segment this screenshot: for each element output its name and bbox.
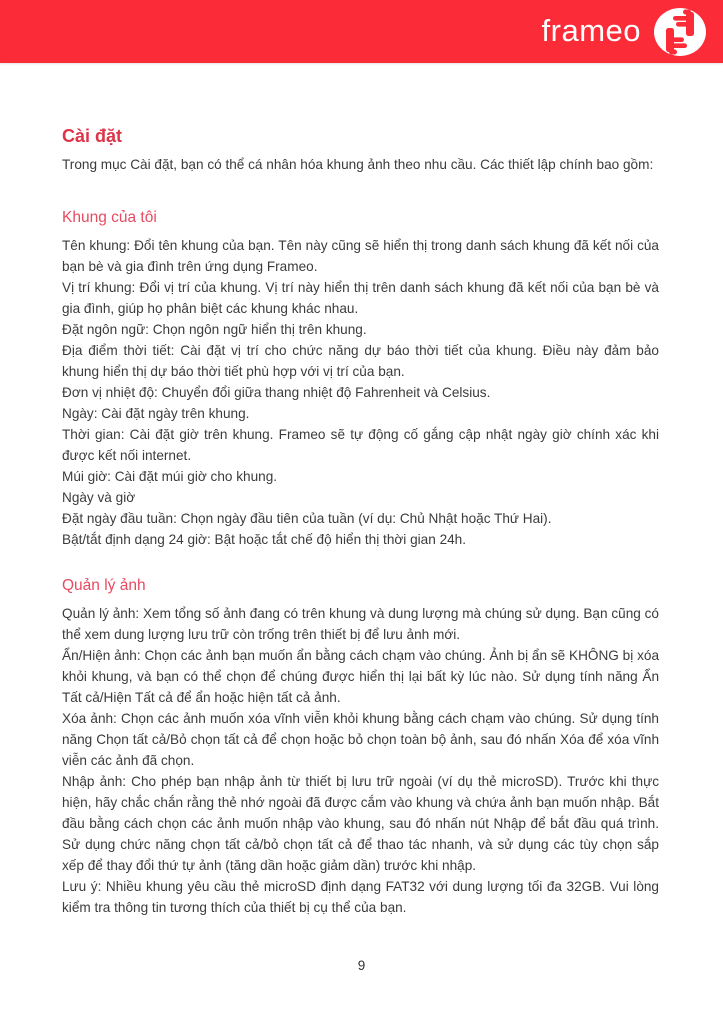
paragraph-ten-khung: Tên khung: Đổi tên khung của bạn. Tên này cũng sẽ hiển thị trong danh sách khung đã kết nối của bạn bè và gia đình trên ứng dụng Frameo. bbox=[62, 238, 659, 274]
page-number: 9 bbox=[357, 958, 366, 973]
page-content bbox=[62, 63, 659, 918]
paragraph-dia-diem-thoi-tiet: Địa điểm thời tiết: Cài đặt vị trí cho chức năng dự báo thời tiết của khung. Điều này đảm bảo khung hiển thị dự báo thời tiết phù hợp với vị trí của bạn. bbox=[62, 343, 659, 379]
paragraph-ngay-va-gio: Ngày và giờ bbox=[62, 490, 136, 505]
paragraph-dat-ngon-ngu: Đặt ngôn ngữ: Chọn ngôn ngữ hiển thị trên khung. bbox=[62, 322, 367, 337]
paragraph-don-vi-nhiet-do: Đơn vị nhiệt độ: Chuyển đổi giữa thang nhiệt độ Fahrenheit và Celsius. bbox=[62, 385, 491, 400]
paragraph-xoa-anh: Xóa ảnh: Chọn các ảnh muốn xóa vĩnh viễn khỏi khung bằng cách chạm vào chúng. Sử dụng tính năng Chọn tất cả/Bỏ chọn tất cả để chọn hoặc bỏ chọn toàn bộ ảnh, sau đó nhấn Xóa để xóa vĩnh viễn các ảnh đã chọn. bbox=[62, 711, 659, 768]
paragraph-thoi-gian: Thời gian: Cài đặt giờ trên khung. Frameo sẽ tự động cố gắng cập nhật ngày giờ chính xác khi được kết nối internet. bbox=[62, 427, 659, 463]
paragraph-an-hien-anh: Ẩn/Hiện ảnh: Chọn các ảnh bạn muốn ẩn bằng cách chạm vào chúng. Ảnh bị ẩn sẽ KHÔNG bị xóa khỏi khung, và bạn có thể chọn để chúng được hiển thị lại bất kỳ lúc nào. Sử dụng tính năng Ẩn Tất cả/Hiện Tất cả để ẩn hoặc hiện tất cả ảnh. bbox=[62, 648, 659, 705]
paragraph-mui-gio: Múi giờ: Cài đặt múi giờ cho khung. bbox=[62, 469, 278, 484]
page-title: Cài đặt bbox=[62, 126, 123, 146]
paragraph-nhap-anh: Nhập ảnh: Cho phép bạn nhập ảnh từ thiết bị lưu trữ ngoài (ví dụ thẻ microSD). Trước khi thực hiện, hãy chắc chắn rằng thẻ nhớ ngoài đã được cắm vào khung và chứa ảnh bạn muốn nhập. Bắt đầu bằng cách chọn các ảnh muốn nhập vào khung, sau đó nhấn nút Nhập để bắt đầu quá trình. Sử dụng chức năng chọn tất cả/bỏ chọn tất cả để thao tác nhanh, và sử dụng các tùy chọn sắp xếp để thay đổi thứ tự ảnh (tăng dần hoặc giảm dần) trước khi nhập. bbox=[62, 774, 659, 873]
section-heading-khung-cua-toi: Khung của tôi bbox=[62, 209, 157, 226]
frameo-hands-logo-icon bbox=[653, 7, 707, 57]
paragraph-quan-ly-anh: Quản lý ảnh: Xem tổng số ảnh đang có trên khung và dung lượng mà chúng sử dụng. Bạn cũng có thể xem dung lượng lưu trữ còn trống trên thiết bị để lưu ảnh mới. bbox=[62, 606, 659, 642]
frameo-logo bbox=[542, 7, 707, 57]
paragraph-vi-tri-khung: Vị trí khung: Đổi vị trí của khung. Vị trí này hiển thị trên danh sách khung đã kết nối của bạn bè và gia đình, giúp họ phân biệt các khung khác nhau. bbox=[62, 280, 659, 316]
intro-paragraph: Trong mục Cài đặt, bạn có thể cá nhân hóa khung ảnh theo nhu cầu. Các thiết lập chính bao gồm: bbox=[62, 157, 654, 172]
page-footer bbox=[0, 957, 723, 975]
section-quan-ly-anh bbox=[62, 576, 659, 918]
paragraph-dat-ngay-dau-tuan: Đặt ngày đầu tuần: Chọn ngày đầu tiên của tuần (ví dụ: Chủ Nhật hoặc Thứ Hai). bbox=[62, 511, 552, 526]
header-bar bbox=[0, 0, 723, 63]
paragraph-luu-y: Lưu ý: Nhiều khung yêu cầu thẻ microSD định dạng FAT32 với dung lượng tối đa 32GB. Vui lòng kiểm tra thông tin tương thích của thiết bị cụ thể của bạn. bbox=[62, 879, 659, 915]
frameo-logo-text: frameo bbox=[541, 13, 641, 48]
paragraph-dinh-dang-24-gio: Bật/tắt định dạng 24 giờ: Bật hoặc tắt chế độ hiển thị thời gian 24h. bbox=[62, 532, 467, 547]
section-khung-cua-toi bbox=[62, 208, 659, 550]
paragraph-ngay: Ngày: Cài đặt ngày trên khung. bbox=[62, 406, 250, 421]
section-heading-quan-ly-anh: Quản lý ảnh bbox=[62, 577, 146, 594]
